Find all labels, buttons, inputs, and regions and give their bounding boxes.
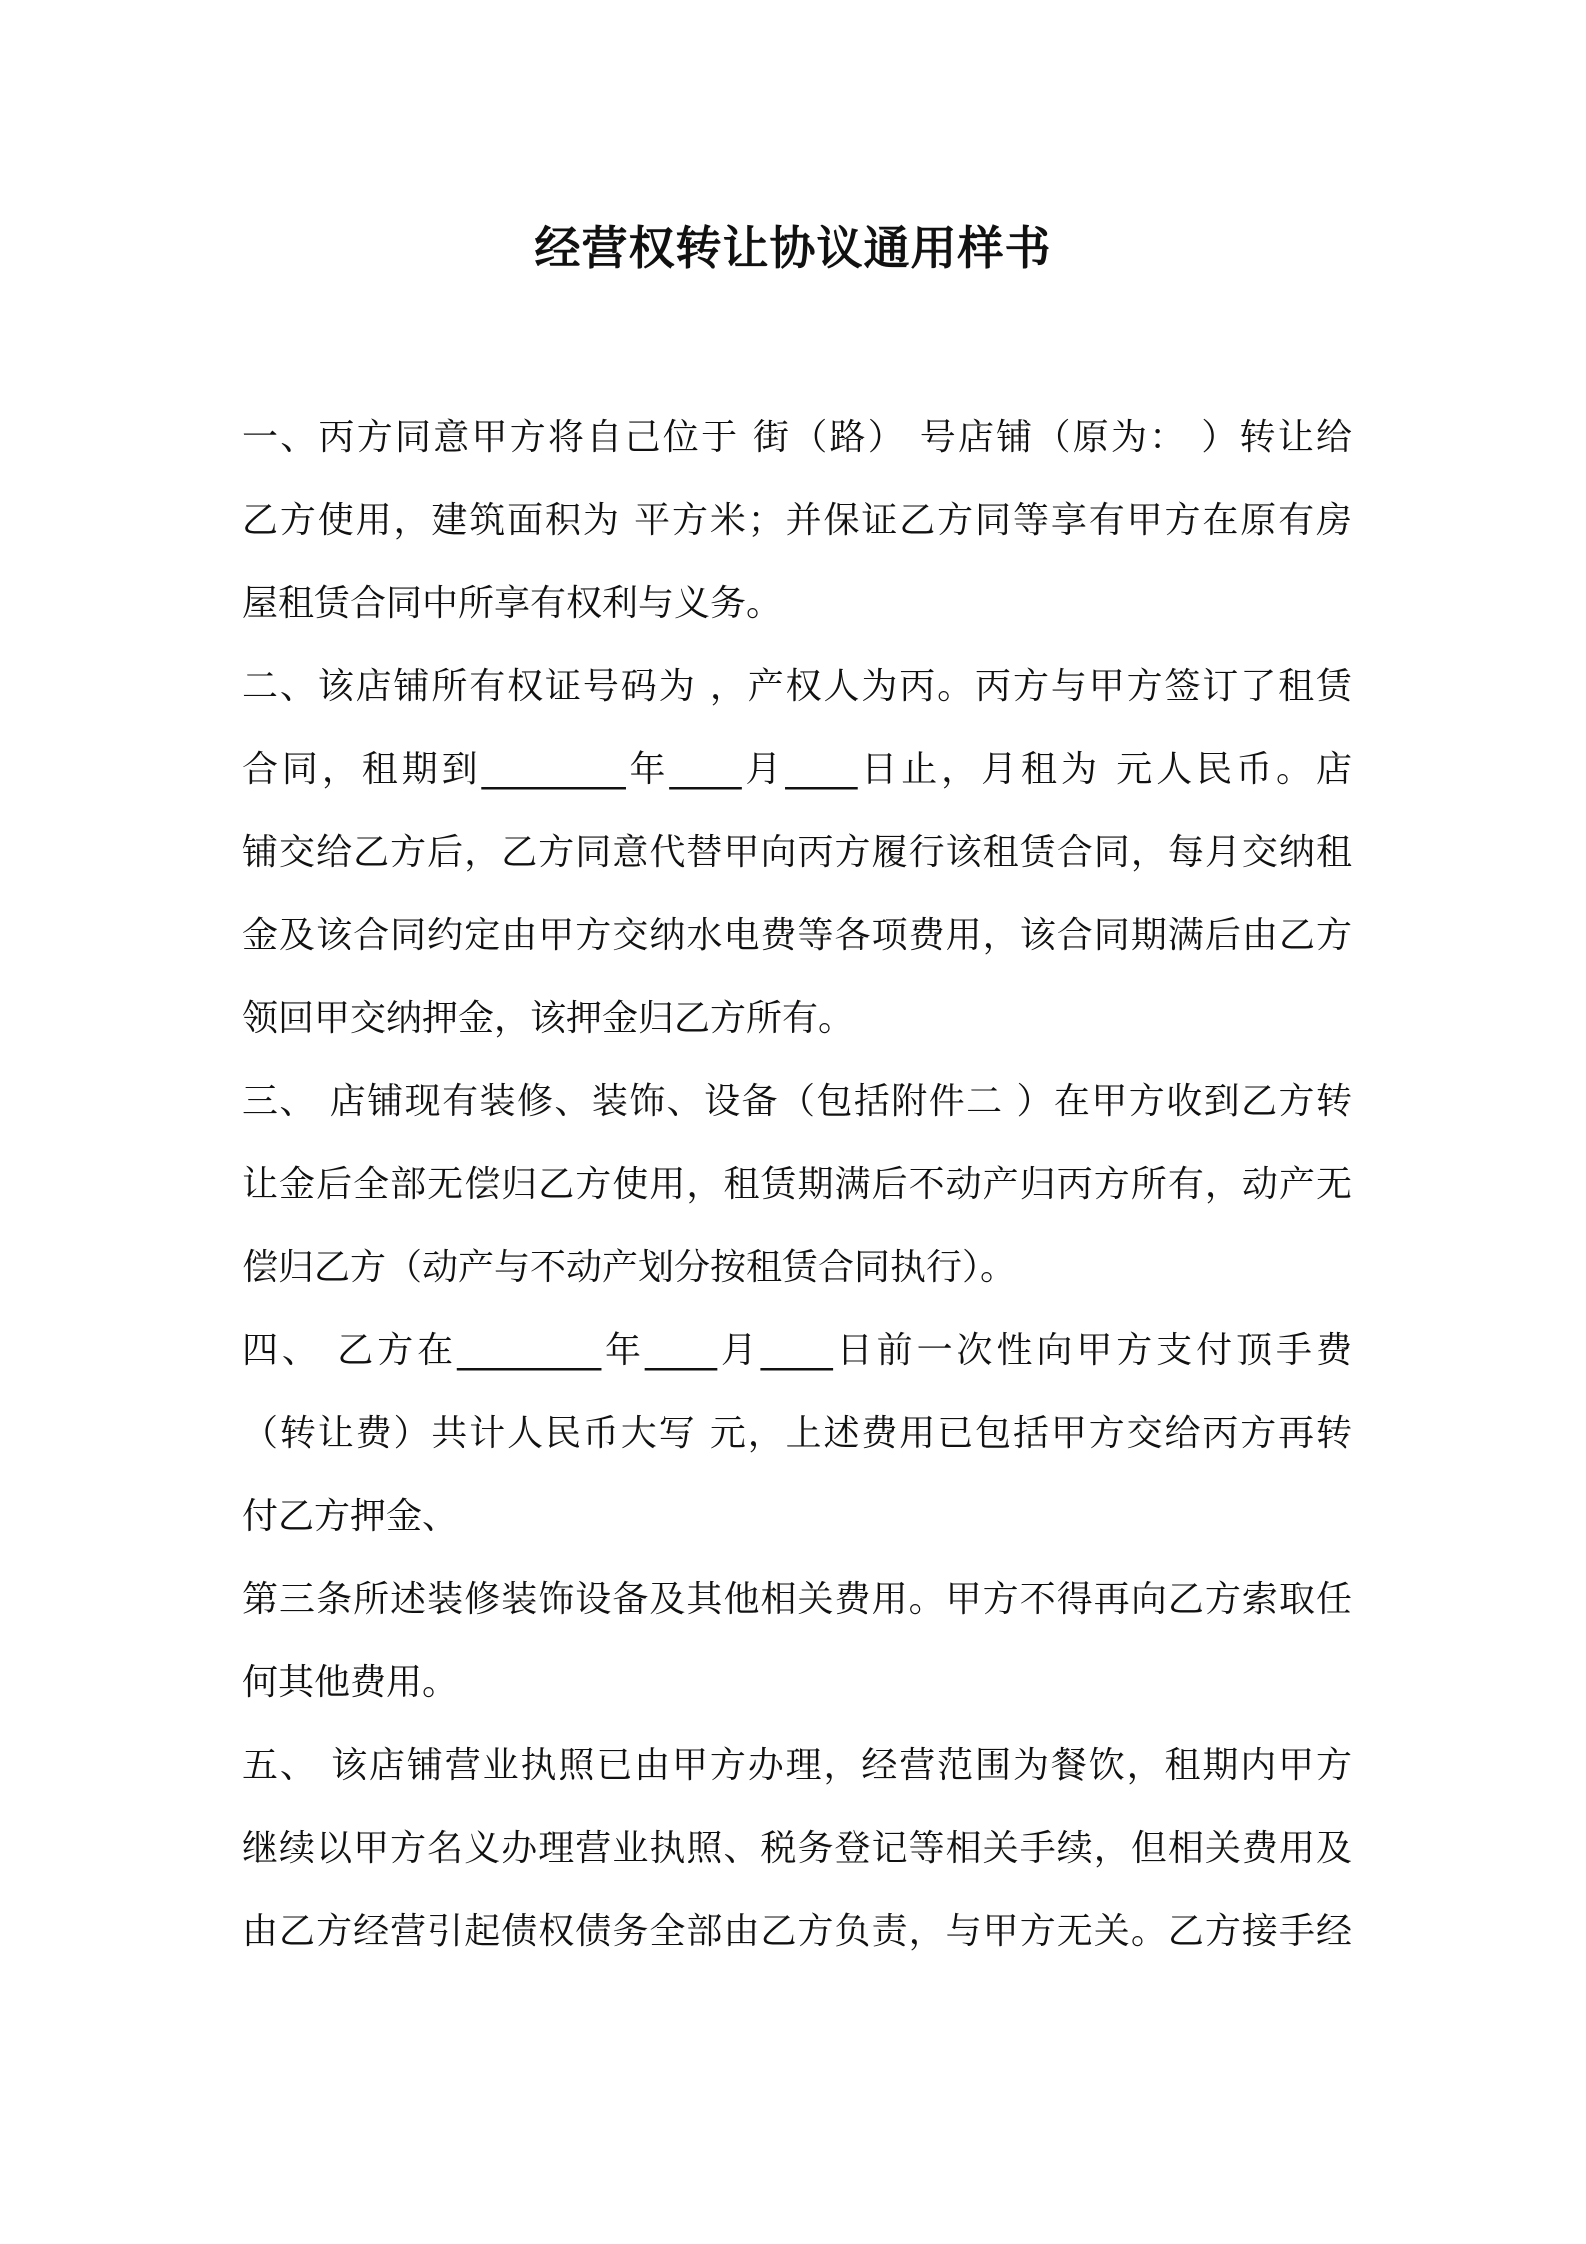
- text-line: 铺交给乙方后，乙方同意代替甲向丙方履行该租赁合同，每月交纳租: [242, 832, 1352, 873]
- text-line: 继续以甲方名义办理营业执照、税务登记等相关手续，但相关费用及: [242, 1828, 1352, 1869]
- text-line: 屋租赁合同中所享有权利与义务。: [242, 583, 783, 624]
- text-line: 金及该合同约定由甲方交纳水电费等各项费用，该合同期满后由乙方: [242, 915, 1352, 956]
- text-line: 二、该店铺所有权证号码为 ，产权人为丙。丙方与甲方签订了租赁: [242, 666, 1352, 707]
- text-line: 第三条所述装修装饰设备及其他相关费用。甲方不得再向乙方索取任: [242, 1579, 1352, 1620]
- text-line: 让金后全部无偿归乙方使用，租赁期满后不动产归丙方所有，动产无: [242, 1164, 1352, 1205]
- text-line: 四、 乙方在________年____月____日前一次性向甲方支付顶手费: [242, 1330, 1352, 1371]
- text-line: 由乙方经营引起债权债务全部由乙方负责，与甲方无关。乙方接手经: [242, 1911, 1352, 1952]
- text-line: （转让费）共计人民币大写 元，上述费用已包括甲方交给丙方再转: [242, 1413, 1352, 1454]
- text-line: 付乙方押金、: [242, 1496, 459, 1537]
- text-line: 偿归乙方（动产与不动产划分按租赁合同执行）。: [242, 1247, 1017, 1288]
- text-line: 一、丙方同意甲方将自己位于 街（路） 号店铺（原为： ）转让给: [242, 417, 1352, 458]
- text-line: 合同，租期到________年____月____日止，月租为 元人民币。店: [242, 749, 1352, 790]
- text-line: 乙方使用，建筑面积为 平方米；并保证乙方同等享有甲方在原有房: [242, 500, 1352, 541]
- document-title: 经营权转让协议通用样书: [534, 221, 1052, 275]
- text-line: 何其他费用。: [242, 1662, 459, 1703]
- document-body: [242, 396, 1352, 1973]
- text-line: 三、 店铺现有装修、装饰、设备（包括附件二 ）在甲方收到乙方转: [242, 1081, 1352, 1122]
- text-line: 五、 该店铺营业执照已由甲方办理，经营范围为餐饮，租期内甲方: [242, 1745, 1352, 1786]
- text-line: 领回甲交纳押金，该押金归乙方所有。: [242, 998, 855, 1039]
